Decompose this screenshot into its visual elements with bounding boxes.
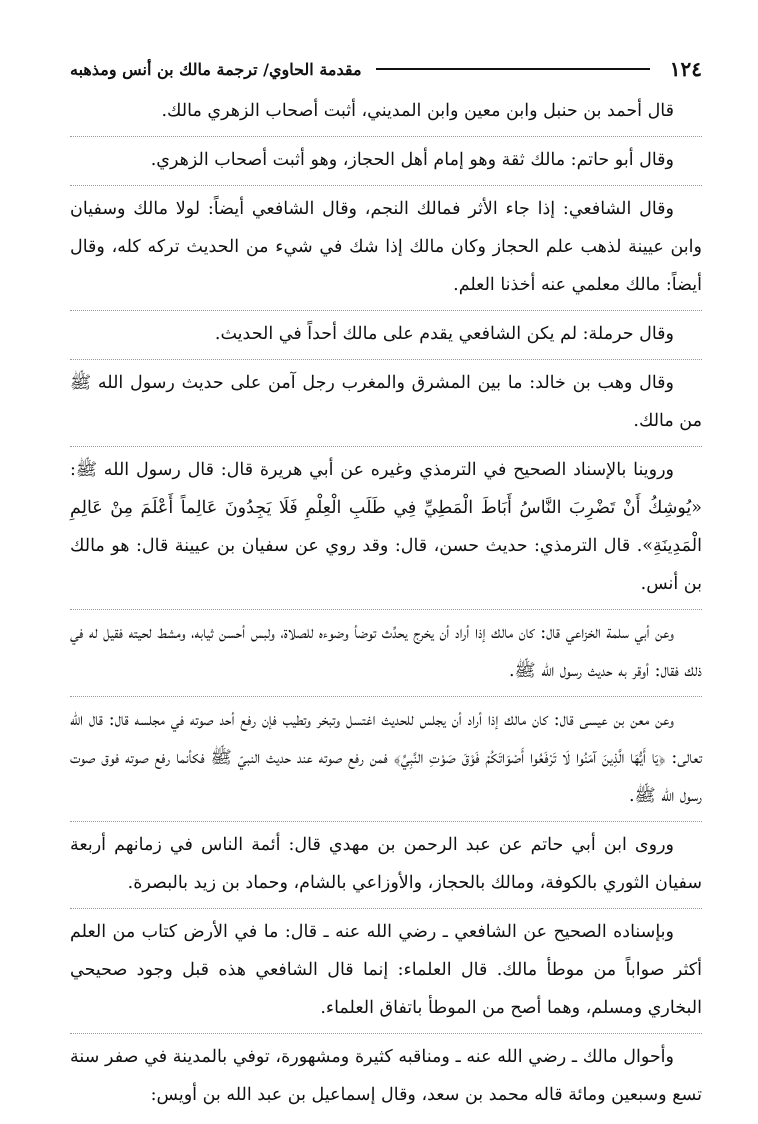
paragraph: وبإسناده الصحيح عن الشافعي ـ رضي الله عنه ـ قال: ما في الأرض كتاب من العلم أكثر صواباً من موطأ مالك. قال العلماء: إنما قال الشافعي هذه قبل وجود صحيحي البخاري ومسلم، وهما أصح من الموطأ باتفاق العلماء. bbox=[70, 913, 702, 1034]
paragraph: وقال أبو حاتم: مالك ثقة وهو إمام أهل الحجاز، وهو أثبت أصحاب الزهري. bbox=[70, 141, 702, 186]
paragraph: وقال وهب بن خالد: ما بين المشرق والمغرب رجل آمن على حديث رسول الله ﷺ من مالك. bbox=[70, 364, 702, 447]
paragraph: وعن معن بن عيسى قال: كان مالك إذا أراد أن يجلس للحديث اغتسل وتبخر وتطيب فإن رفع أحد صوته في مجلسه قال: قال الله تعالى: ﴿يَا أَيُّهَا الَّذِينَ آمَنُوا لَا تَرْفَعُوا أَصْوَاتَكُمْ فَوْقَ صَوْتِ النَّبِيِّ﴾ فمن رفع صوته عند حديث النبيّ ﷺ فكأنما رفع صوته فوق صوت رسول الله ﷺ. bbox=[70, 701, 702, 822]
paragraph: وعن أبي سلمة الخزاعي قال: كان مالك إذا أراد أن يخرج يحدِّث توضأ وضوءه للصلاة، ولبس أحسن ثيابه، ومشط لحيته فقيل له في ذلك فقال: أوقر به حديث رسول الله ﷺ. bbox=[70, 614, 702, 697]
paragraph: قال أحمد بن حنبل وابن معين وابن المديني، أثبت أصحاب الزهري مالك. bbox=[70, 92, 702, 137]
paragraph: وروى ابن أبي حاتم عن عبد الرحمن بن مهدي قال: أئمة الناس في زمانهم أربعة سفيان الثوري بالكوفة، ومالك بالحجاز، والأوزاعي بالشام، وحماد بن زيد بالبصرة. bbox=[70, 826, 702, 909]
paragraph: وروينا بالإسناد الصحيح في الترمذي وغيره عن أبي هريرة قال: قال رسول الله ﷺ: «يُوشِكُ أَنْ تَضْرِبَ النَّاسُ أَبَاطَ الْمَطِيِّ فِي طَلَبِ الْعِلْمِ فَلَا يَجِدُونَ عَالِماً أَعْلَمَ مِنْ عَالِمِ الْمَدِينَةِ». قال الترمذي: حديث حسن، قال: وقد روي عن سفيان بن عيينة قال: هو مالك بن أنس. bbox=[70, 451, 702, 610]
paragraph: وقال الشافعي: إذا جاء الأثر فمالك النجم، وقال الشافعي أيضاً: لولا مالك وسفيان وابن عيينة لذهب علم الحجاز وكان مالك إذا شك في شيء من الحديث تركه كله، وقال أيضاً: مالك معلمي عنه أخذنا العلم. bbox=[70, 190, 702, 311]
body-text bbox=[70, 92, 702, 1120]
header-rule bbox=[376, 68, 650, 70]
paragraph: وأحوال مالك ـ رضي الله عنه ـ ومناقبه كثيرة ومشهورة، توفي بالمدينة في صفر سنة تسع وسبعين ومائة قاله محمد بن سعد، وقال إسماعيل بن عبد الله بن أويس: bbox=[70, 1047, 702, 1105]
book-page bbox=[70, 52, 702, 1124]
paragraph: وقال حرملة: لم يكن الشافعي يقدم على مالك أحداً في الحديث. bbox=[70, 315, 702, 360]
page-header bbox=[70, 52, 702, 86]
page-number: ١٢٤ bbox=[669, 57, 702, 81]
running-title: مقدمة الحاوي/ ترجمة مالك بن أنس ومذهبه bbox=[70, 59, 362, 79]
